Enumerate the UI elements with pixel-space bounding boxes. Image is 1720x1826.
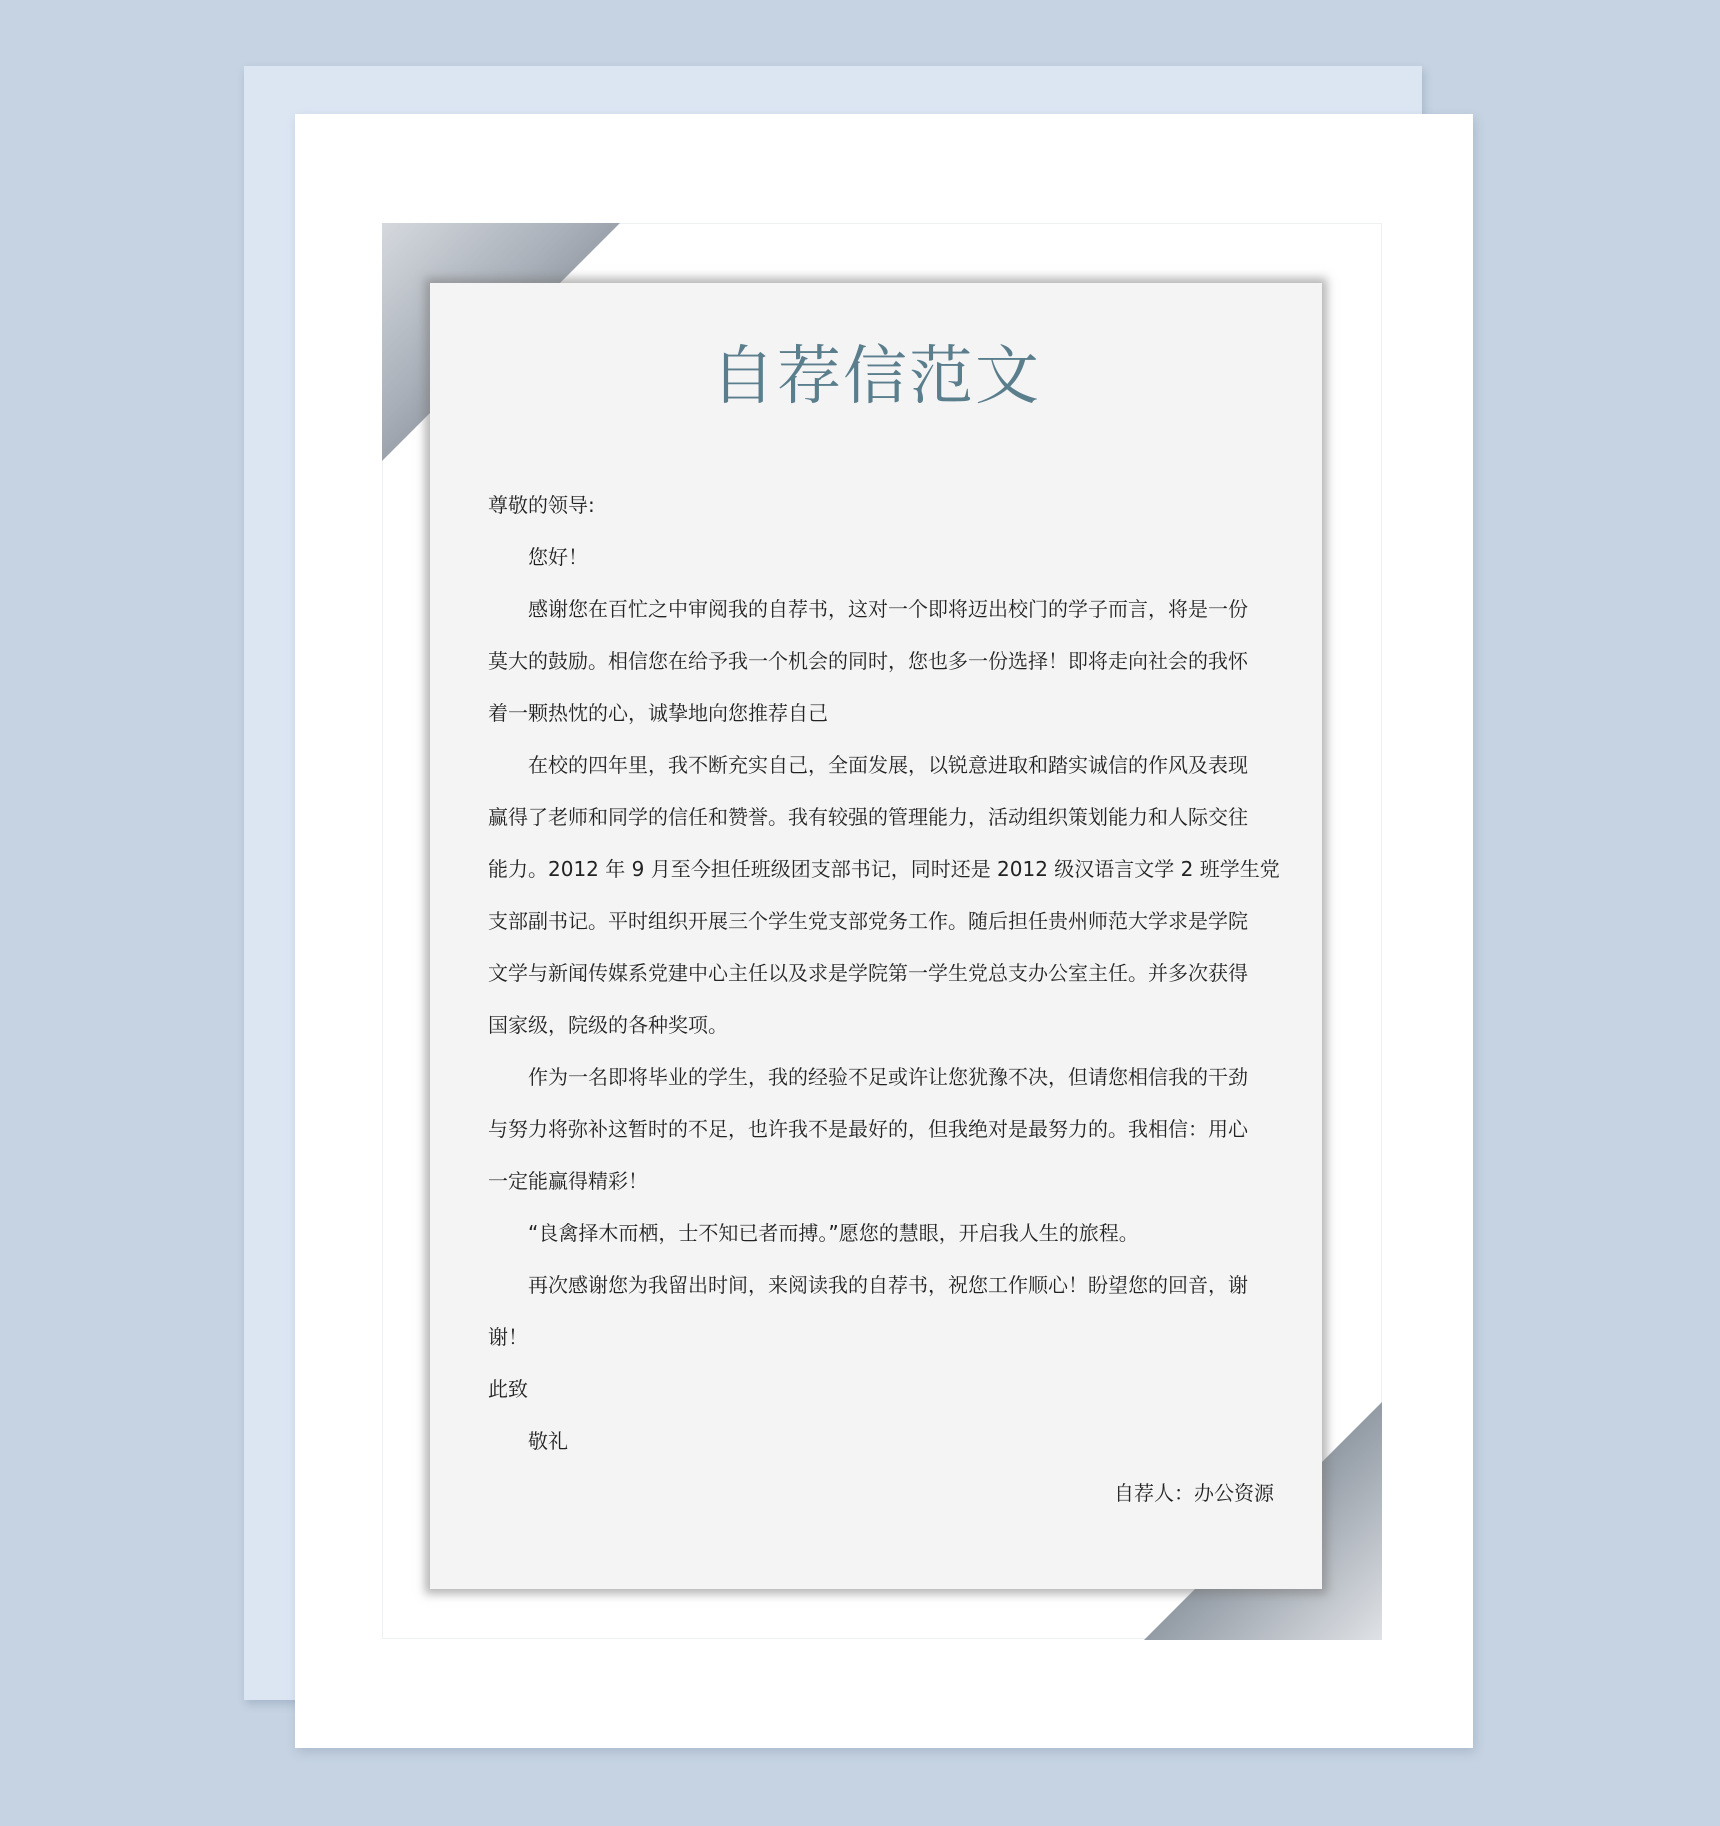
signature: 自荐人：办公资源 xyxy=(1114,1481,1274,1505)
quote-line: “良禽择木而栖，士不知已者而搏。”愿您的慧眼，开启我人生的旅程。 xyxy=(528,1221,1139,1245)
paragraph-line: 文学与新闻传媒系党建中心主任以及求是学院第一学生党总支办公室主任。并多次获得 xyxy=(488,961,1248,985)
paragraph-line: 莫大的鼓励。相信您在给予我一个机会的同时，您也多一份选择！即将走向社会的我怀 xyxy=(488,649,1248,673)
paragraph-line: 国家级，院级的各种奖项。 xyxy=(488,1013,728,1037)
letter-card xyxy=(430,283,1322,1589)
paragraph-line: 一定能赢得精彩！ xyxy=(488,1169,648,1193)
greeting: 您好！ xyxy=(528,545,588,569)
paragraph-line: 感谢您在百忙之中审阅我的自荐书，这对一个即将迈出校门的学子而言，将是一份 xyxy=(528,597,1248,621)
letter-body xyxy=(488,479,1278,1519)
paragraph-line: 赢得了老师和同学的信任和赞誉。我有较强的管理能力，活动组织策划能力和人际交往 xyxy=(488,805,1248,829)
paragraph-line: 作为一名即将毕业的学生，我的经验不足或许让您犹豫不决，但请您相信我的干劲 xyxy=(528,1065,1248,1089)
paragraph-line: 再次感谢您为我留出时间，来阅读我的自荐书，祝您工作顺心！盼望您的回音，谢 xyxy=(528,1273,1248,1297)
paragraph-line: 谢！ xyxy=(488,1325,528,1349)
document-title: 自荐信范文 xyxy=(711,340,1041,414)
paragraph-line: 在校的四年里，我不断充实自己，全面发展，以锐意进取和踏实诚信的作风及表现 xyxy=(528,753,1248,777)
paragraph-line: 着一颗热忱的心，诚挚地向您推荐自己 xyxy=(488,701,828,725)
closing-line: 此致 xyxy=(488,1377,528,1401)
paragraph-line: 与努力将弥补这暂时的不足，也许我不是最好的，但我绝对是最努力的。我相信：用心 xyxy=(488,1117,1248,1141)
closing-line: 敬礼 xyxy=(528,1429,568,1453)
paragraph-line: 能力。2012 年 9 月至今担任班级团支部书记，同时还是 2012 级汉语言文学 2 班学生党 xyxy=(488,857,1280,881)
paragraph-line: 支部副书记。平时组织开展三个学生党支部党务工作。随后担任贵州师范大学求是学院 xyxy=(488,909,1248,933)
salutation: 尊敬的领导: xyxy=(488,493,595,517)
